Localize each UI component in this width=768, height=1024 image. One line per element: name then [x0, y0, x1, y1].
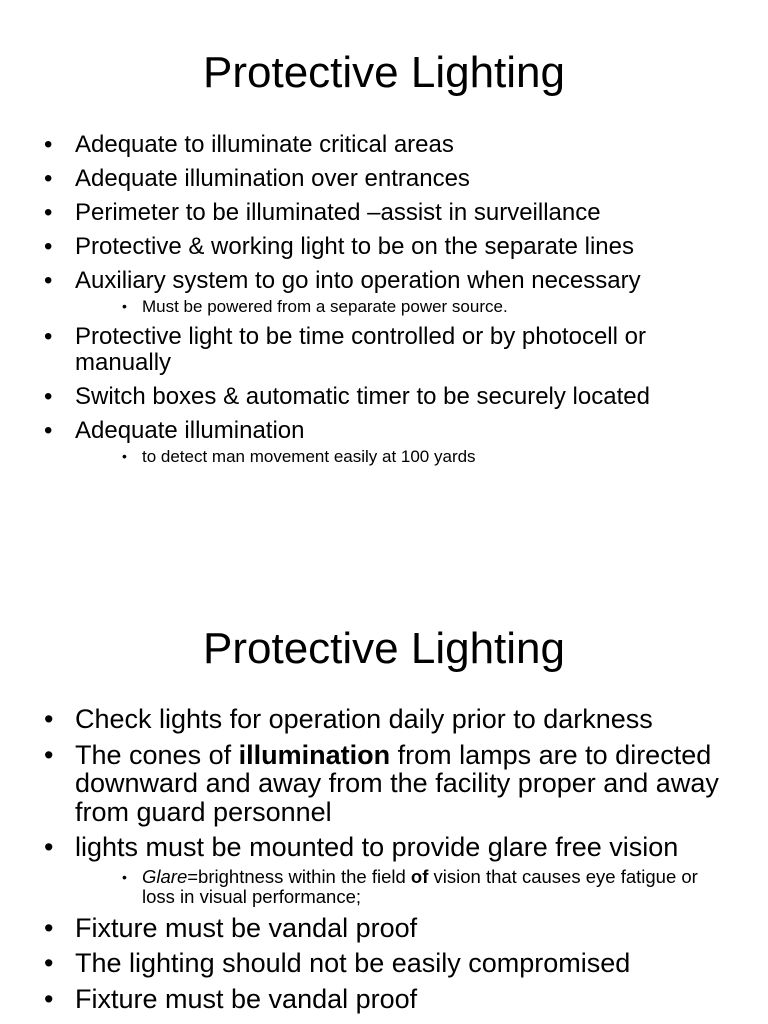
- list-item: [0, 741, 768, 827]
- item-text: lights must be mounted to provide glare free vision: [75, 832, 679, 862]
- item-text-suffix: from lamps are to directed downward and away from the facility proper and away from guard personnel: [75, 739, 719, 827]
- slide-title: Protective Lighting: [203, 624, 565, 673]
- item-text-prefix: The cones of: [75, 739, 239, 770]
- item-text: Check lights for operation daily prior to darkness: [75, 704, 653, 734]
- item-text: Protective & working light to be on the separate lines: [75, 233, 634, 260]
- list-item: [0, 914, 768, 943]
- sub-item-term: Glare: [142, 865, 188, 887]
- bullet-icon: [44, 234, 52, 260]
- bullet-icon: [44, 914, 53, 943]
- item-text: Protective light to be time controlled or by photocell or manually: [75, 323, 646, 376]
- item-text: Auxiliary system to go into operation when necessary: [75, 267, 641, 294]
- sub-item-text-emphasis: of: [410, 865, 429, 887]
- list-item: [0, 268, 768, 294]
- bullet-icon: [44, 418, 52, 444]
- item-text: Adequate to illuminate critical areas: [75, 131, 454, 158]
- list-item: [0, 384, 768, 410]
- slide-title: Protective Lighting: [203, 48, 565, 97]
- sub-item-text-mid: =brightness within the field: [187, 865, 411, 887]
- list-item: [0, 985, 768, 1014]
- list-item: [0, 166, 768, 192]
- sub-list-item: [0, 297, 768, 316]
- item-text: Switch boxes & automatic timer to be securely located: [75, 383, 650, 410]
- bullet-icon: [44, 741, 53, 770]
- item-text: Fixture must be vandal proof: [75, 983, 418, 1014]
- bullet-icon: [44, 166, 52, 192]
- list-item: [0, 200, 768, 226]
- list-item: [0, 705, 768, 734]
- sub-bullet-icon: [122, 447, 127, 466]
- bullet-icon: [44, 384, 52, 410]
- bullet-icon: [44, 833, 53, 862]
- sub-item-text-suffix: vision that causes eye fatigue or loss in visual performance;: [142, 865, 698, 907]
- item-text: Adequate illumination over entrances: [75, 165, 470, 192]
- list-item: [0, 418, 768, 444]
- list-item: [0, 949, 768, 978]
- list-item: [0, 324, 768, 376]
- bullet-icon: [44, 268, 52, 294]
- bullet-list: [0, 124, 768, 468]
- sub-item-text: to detect man movement easily at 100 yards: [142, 447, 476, 466]
- sub-bullet-icon: [122, 297, 127, 316]
- bullet-icon: [44, 705, 53, 734]
- item-text: Fixture must be vandal proof: [75, 912, 418, 943]
- list-item: [0, 833, 768, 862]
- bullet-list: [0, 698, 768, 1013]
- item-text: Adequate illumination: [75, 417, 305, 444]
- sub-item-text: Must be powered from a separate power source.: [142, 297, 508, 316]
- bullet-icon: [44, 949, 53, 978]
- sub-list-item: [0, 447, 768, 466]
- item-text-emphasis: illumination: [238, 739, 391, 770]
- item-text: Perimeter to be illuminated –assist in surveillance: [75, 199, 601, 226]
- bullet-icon: [44, 324, 52, 350]
- bullet-icon: [44, 132, 52, 158]
- list-item: [0, 132, 768, 158]
- item-text: The lighting should not be easily compromised: [75, 948, 631, 978]
- list-item: [0, 234, 768, 260]
- bullet-icon: [44, 200, 52, 226]
- sub-bullet-icon: [122, 867, 127, 887]
- bullet-icon: [44, 985, 53, 1014]
- sub-list-item: [0, 867, 768, 907]
